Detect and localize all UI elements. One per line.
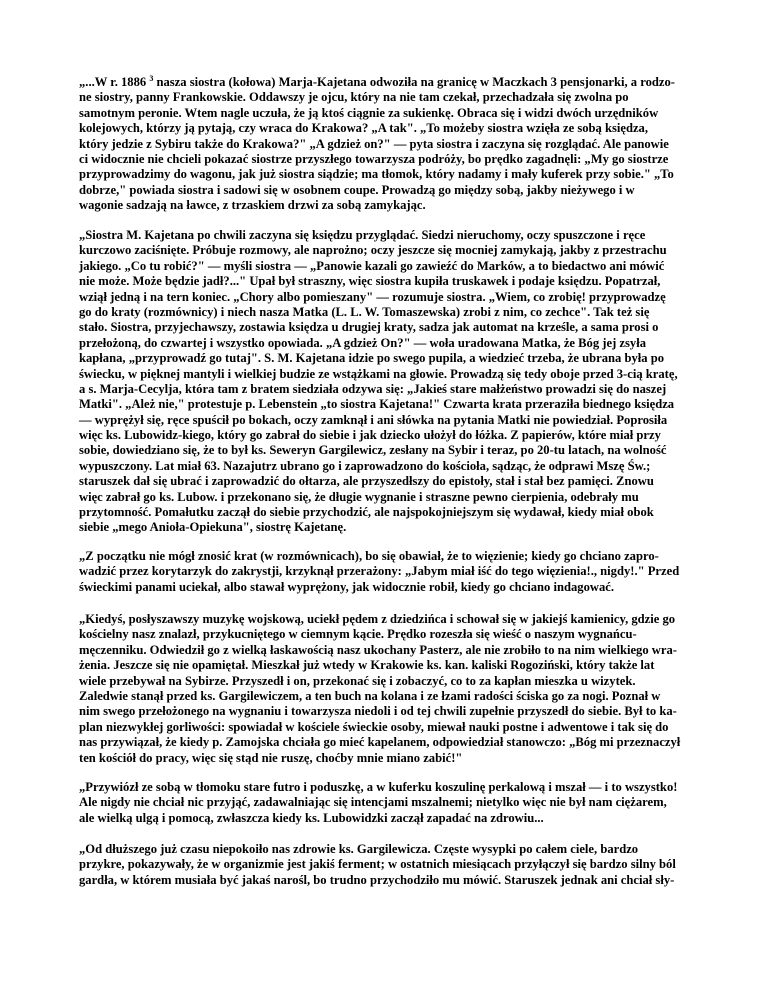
text-line: „Siostra M. Kajetana po chwili zaczyna się księdzu przyglądać. Siedzi nieruchomy, oczy spuszczone i ręce bbox=[79, 228, 646, 242]
text-line: — wyprężył się, ręce spuścił po bokach, oczy zamknął i ani słówka na pytania Matki nie powiedział. Poprosiła bbox=[79, 412, 668, 427]
text-line: Ale nigdy nie chciał nic przyjąć, zadawalniając się intencjami mszalnemi; nietylko więc nie był nam ciężarem, bbox=[79, 795, 667, 810]
text-line: świeckimi panami uciekał, albo stawał wyprężony, jak widocznie robił, kiedy go chciano indagować. bbox=[79, 579, 615, 594]
footnote-marker: 3 bbox=[149, 74, 154, 83]
text-line: kościelny nasz znalazł, przykucniętego w ciemnym kącie. Prędko rozeszła się wieść o naszym wygnańcu- bbox=[79, 627, 637, 642]
text-line: nas przywiązał, że kiedy p. Zamojska chciała go mieć kapelanem, odpowiedział stanowczo: „Bóg mi przeznaczył bbox=[79, 735, 681, 750]
text-line: gardła, w którem musiała być jakaś narośl, bo trudno przychodziło mu mówić. Staruszek jednak ani chciał sły- bbox=[79, 872, 675, 887]
text-line: nie może. Może będzie jadł?..." Upał był straszny, więc siostra kupiła truskawek i podaje księdzu. Popatrzał, bbox=[79, 274, 661, 289]
text-line: samotnym peronie. Wtem nagle uczuła, że ją ktoś ciągnie za sukienkę. Obraca się i widzi dwóch urzędników bbox=[79, 105, 659, 120]
text-line: go do kraty (rozmównicy) i niech nasza Matka (L. L. W. Tomaszewska) zrobi z nim, co zechce". Tak też się bbox=[79, 304, 650, 319]
text-line: więc ks. Lubowidz-kiego, który go zabrał do siebie i jak dziecko ułożył do łóżka. Z papierów, które miał przy bbox=[79, 428, 661, 443]
text-line: ci widocznie nie chcieli pokazać siostrze przyszłego towarzysza podróży, bo prędko zagadnęli: „My go siostrze bbox=[79, 151, 669, 166]
paragraph-5 bbox=[79, 780, 727, 826]
text-line: przykre, pokazywały, że w organizmie jest jakiś ferment; w ostatnich miesiącach przyłączył się bardzo silny ból bbox=[79, 857, 676, 872]
text-line: „Od dłuższego już czasu niepokoiło nas zdrowie ks. Gargilewicza. Częste wysypki po całem ciele, bardzo bbox=[79, 842, 639, 856]
text-line: sobie, dowiedziano się, że to był ks. Seweryn Gargilewicz, zesłany na Sybir i teraz, po 20-tu latach, na wolność bbox=[79, 443, 667, 458]
text-line: kapłana, „przyprowadź go tutaj". S. M. Kajetana idzie po swego pupila, a wiedzieć trzeba, że ubrana była po bbox=[79, 351, 665, 366]
text-line: „Z początku nie mógł znosić krat (w rozmównicach), bo się obawiał, że to więzienie; kiedy go chciano zapro- bbox=[79, 549, 659, 563]
text-line: ale wielką ulgą i pomocą, zwłaszcza kiedy ks. Lubowidzki zaczął zapadać na zdrowiu... bbox=[79, 810, 544, 825]
text-line: więc zabrał go ks. Lubow. i przekonano się, że długie wygnanie i straszne pewno cierpienia, odebrały mu bbox=[79, 489, 639, 504]
text-line: świecku, w pięknej mantyli i wielkiej budzie ze wstążkami na głowie. Prowadzą się tedy oboje przed 3-cią kratę, bbox=[79, 366, 678, 381]
text-line: wypuszczony. Lat miał 63. Nazajutrz ubrano go i zaprowadzono do kościoła, sądząc, że odprawi Mszę Św.; bbox=[79, 458, 651, 473]
text-line: stało. Siostra, przyjechawszy, zostawia księdza u drugiej kraty, sadza jak automat na krześle, a sama prosi o bbox=[79, 320, 659, 335]
text-line: ne siostry, panny Frankowskie. Oddawszy je ojcu, który na nie tam czekał, przechadzała się zwolna po bbox=[79, 90, 629, 105]
text-line: nim swego przełożonego na wygnaniu i towarzysza niedoli i od tej chwili zupełnie przyszedł do siebie. Był to ka- bbox=[79, 704, 677, 719]
text-line: wiele przebywał na Sybirze. Przyszedł i on, przekonać się i zobaczyć, co to za kapłan mieszka u wizytek. bbox=[79, 673, 636, 688]
text-line: żenia. Jeszcze się nie opamiętał. Mieszkał już wtedy w Krakowie ks. kan. kaliski Rogoziński, który także lat bbox=[79, 658, 655, 673]
paragraph-1 bbox=[79, 75, 727, 214]
text-line: „Kiedyś, posłyszawszy muzykę wojskową, uciekł pędem z dziedzińca i schował się w jakiejś kamienicy, gdzie go bbox=[79, 612, 676, 626]
text-line: wagonie sadzają na ławce, z trzaskiem drzwi za sobą zamykając. bbox=[79, 198, 426, 213]
text-line: wadzić przez korytarzyk do zakrystji, krzyknął przerażony: „Jabym miał iść do tego więzienia!., nigdy!." Przed bbox=[79, 564, 680, 579]
text-line: wziął jedną i na tern koniec. „Chory albo pomieszany" — rozumuje siostra. „Wiem, co zrobię! przyprowadzę bbox=[79, 289, 666, 304]
text-line: który jedzie z Sybiru także do Krakowa?" „A gdzież on?" — pyta siostra i zaczyna się rozglądać. Ale panowie bbox=[79, 136, 669, 151]
text-line: ten kościół do pracy, więc się stąd nie ruszę, choćby mnie miano zabić!" bbox=[79, 750, 463, 765]
text-line: przytomność. Pomałutku zaczął do siebie przychodzić, ale najspokojniejszym się wydawał, kiedy miał obok bbox=[79, 505, 654, 520]
paragraph-2 bbox=[79, 228, 727, 536]
text-line: jakiego. „Co tu robić?" — myśli siostra — „Panowie kazali go zawieźć do Marków, a to biedactwo ani mówić bbox=[79, 258, 665, 273]
text-line: siebie „mego Anioła-Opiekuna", siostrę Kajetanę. bbox=[79, 520, 347, 535]
text-line: kurczowo zaciśnięte. Próbuje rozmowy, ale naprożno; oczy jeszcze się mocniej zamykają, jakby z przestrachu bbox=[79, 243, 667, 258]
text-line: kolejowych, którzy ją pytają, czy wraca do Krakowa? „A tak". „To możeby siostra wzięła ze sobą księdza, bbox=[79, 121, 648, 136]
paragraph-6 bbox=[79, 842, 727, 888]
text-line: męczenniku. Odwiedził go z wielką łaskawością nasz ukochany Pasterz, ale nie zrobiło to na nim wielkiego wra- bbox=[79, 642, 677, 657]
text-line: „...W r. 1886 $^3$ nasza siostra (kołowa) Marja-Kajetana odwoziła na granicę w Maczkach 3 pensjonarki, a rodzo- bbox=[79, 74, 675, 89]
text-line: staruszek dał się ubrać i zaprowadzić do ołtarza, ale przyszedłszy do epistoły, stał i stał bez pamięci. Znowu bbox=[79, 474, 654, 489]
text-line: przełożoną, do czwartej i wszystko opowiada. „A gdzież On?" — woła uradowana Matka, że Bóg jej zsyła bbox=[79, 335, 647, 350]
text-line: przyprowadzimy do wagonu, jak już siostra siądzie; ma tłomok, który nadamy i mały kuferek przy sobie." „To bbox=[79, 167, 674, 182]
paragraph-3 bbox=[79, 549, 727, 595]
text-line: Matki". „Ależ nie," protestuje p. Lebenstein „to siostra Kajetana!" Czwarta krata przeraziła biednego księdza bbox=[79, 397, 675, 412]
paragraph-4 bbox=[79, 612, 727, 766]
text-line: „Przywiózł ze sobą w tłomoku stare futro i poduszkę, a w kuferku koszulinę perkalową i mszał — i to wszystko! bbox=[79, 780, 678, 794]
text-line: dobrze," powiada siostra i sadowi się w osobnem coupe. Prowadzą go między sobą, jakby nieżywego i w bbox=[79, 182, 635, 197]
text-line: Zaledwie stanął przed ks. Gargilewiczem, a ten buch na kolana i ze łzami radości ściska go za nogi. Poznał w bbox=[79, 688, 661, 703]
text-line: a s. Marja-Cecylja, która tam z bratem siedziała odzywa się: „Jakieś stare małżeństwo prowadzi się do naszej bbox=[79, 381, 667, 396]
text-line: plan niezwykłej gorliwości: spowiadał w kościele świeckie osoby, miewał nauki postne i adwentowe i tak się do bbox=[79, 719, 669, 734]
